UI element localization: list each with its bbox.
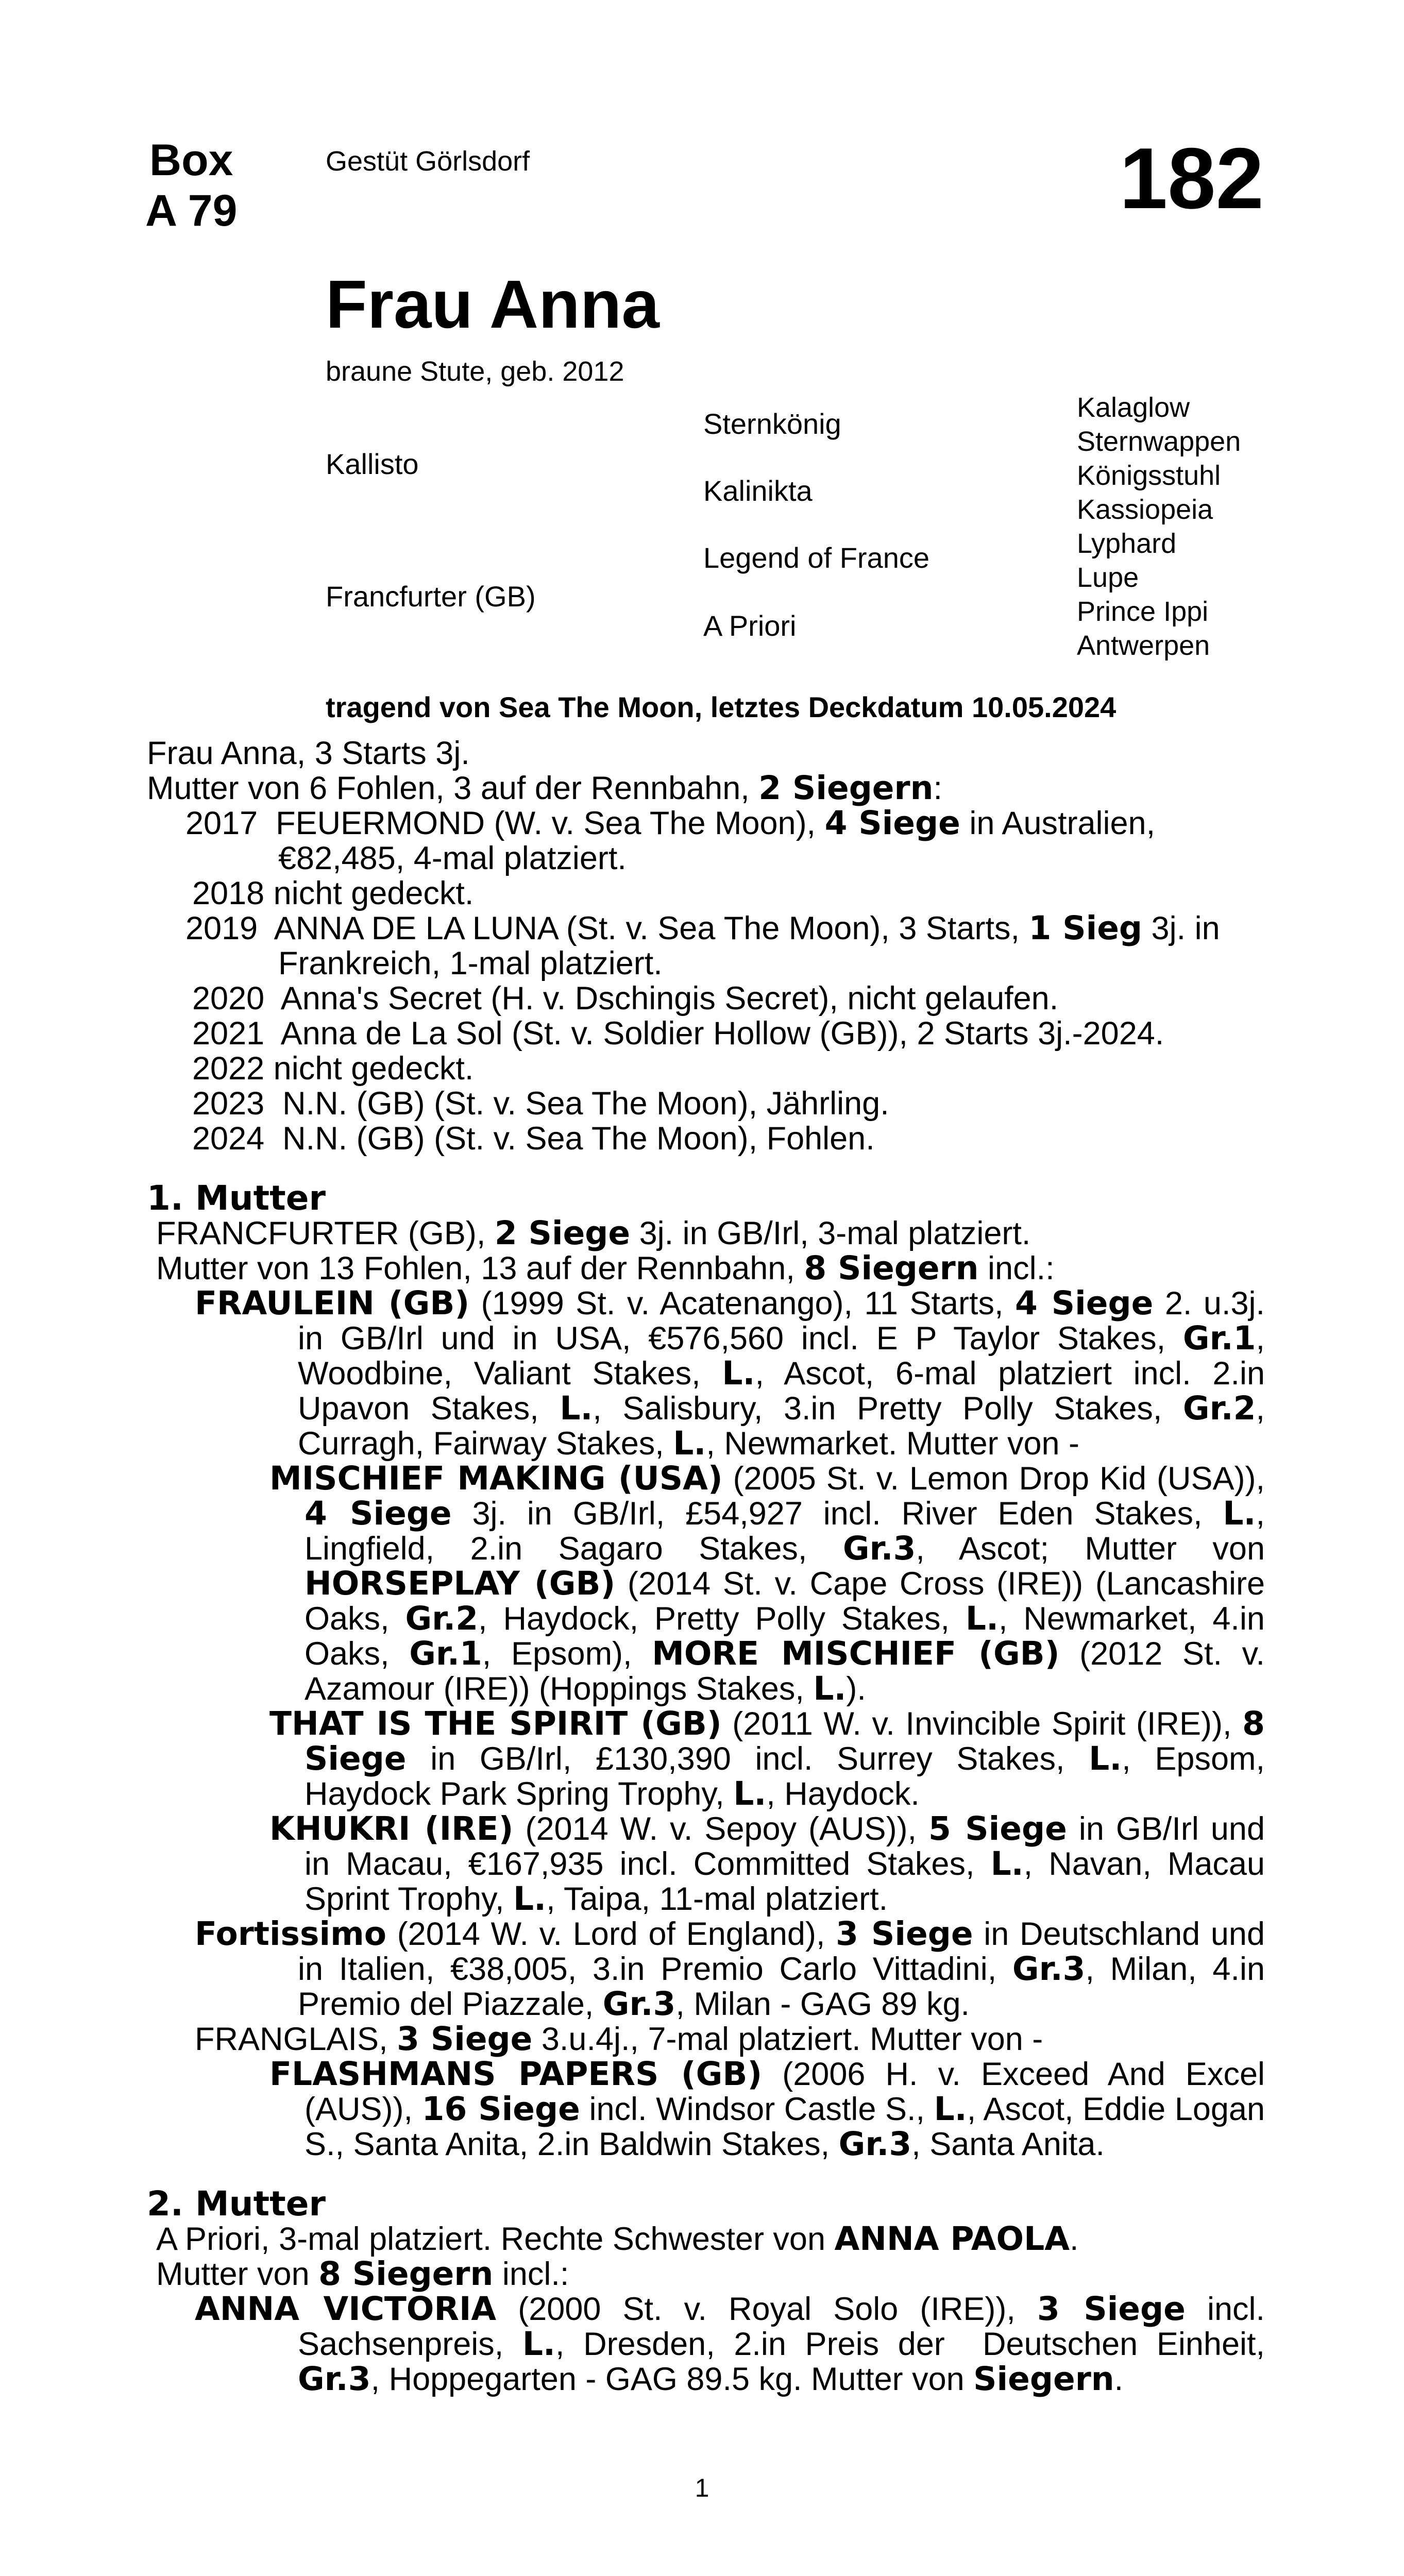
- catalogue-text: [147, 736, 1265, 2397]
- produce-2021: 2021 Anna de La Sol (St. v. Soldier Hollow (GB)), 2 Starts 3j.-2024.: [192, 1015, 1164, 1052]
- produce-that-is-the-spirit: THAT IS THE SPIRIT (GB) (2011 W. v. Invincible Spirit (IRE)), 8 Siege in GB/Irl, £130,390 incl. Surrey Stakes, L., Epsom, Haydock Park Spring Trophy, L., Haydock.: [269, 1705, 1265, 1812]
- stud-name: Gestüt Görlsdorf: [326, 146, 530, 177]
- pedigree-g4-1: Kalaglow: [1077, 392, 1190, 423]
- pedigree-g4-6: Lupe: [1077, 562, 1139, 593]
- pedigree-dam-sire: Legend of France: [703, 541, 929, 574]
- produce-2022: 2022 nicht gedeckt.: [192, 1050, 474, 1087]
- pedigree-sire-sire: Sternkönig: [703, 408, 841, 440]
- pedigree-g4-2: Sternwappen: [1077, 426, 1241, 457]
- box-label: [145, 135, 237, 236]
- produce-mischief-making: MISCHIEF MAKING (USA) (2005 St. v. Lemon Drop Kid (USA)), 4 Siege 3j. in GB/Irl, £54,927 incl. River Eden Stakes, L., Lingfield, 2.in Sagaro Stakes, Gr.3, Ascot; Mutter von HORSEPLAY (GB) (2014 St. v. Cape Cross (IRE)) (Lancashire Oaks, Gr.2, Haydock, Pretty Polly Stakes, L., Newmarket, 4.in Oaks, Gr.1, Epsom), MORE MISCHIEF (GB) (2012 St. v. Azamour (IRE)) (Hoppings Stakes, L.).: [269, 1460, 1265, 1707]
- box-number: A 79: [145, 186, 238, 235]
- page-number: 1: [695, 2473, 709, 2502]
- pregnancy-status: tragend von Sea The Moon, letztes Deckdatum 10.05.2024: [326, 691, 1117, 723]
- first-dam-record: FRANCFURTER (GB), 2 Siege 3j. in GB/Irl, 3-mal platziert.: [156, 1214, 1031, 1252]
- pedigree-g4-5: Lyphard: [1077, 528, 1177, 559]
- pedigree-sire-dam: Kalinikta: [703, 474, 813, 507]
- horse-description: braune Stute, geb. 2012: [326, 356, 624, 387]
- pedigree-g4-3: Königsstuhl: [1077, 460, 1221, 491]
- pedigree-g4-8: Antwerpen: [1077, 630, 1210, 661]
- pedigree-dam-dam: A Priori: [703, 609, 797, 642]
- produce-2018: 2018 nicht gedeckt.: [192, 875, 474, 911]
- pedigree-sire: Kallisto: [326, 448, 419, 480]
- produce-2024: 2024 N.N. (GB) (St. v. Sea The Moon), Fohlen.: [192, 1121, 875, 1157]
- produce-2023: 2023 N.N. (GB) (St. v. Sea The Moon), Jährling.: [192, 1086, 889, 1122]
- second-dam-produce: Mutter von 8 Siegern incl.:: [156, 2255, 569, 2293]
- race-record: Frau Anna, 3 Starts 3j.: [147, 735, 470, 771]
- first-dam-produce: Mutter von 13 Fohlen, 13 auf der Rennbahn, 8 Siegern incl.:: [156, 1249, 1055, 1287]
- horse-name: Frau Anna: [326, 266, 659, 342]
- pedigree-dam: Francfurter (GB): [326, 580, 536, 613]
- pedigree-g4-7: Prince Ippi: [1077, 596, 1209, 627]
- pedigree-g4-4: Kassiopeia: [1077, 494, 1213, 525]
- second-dam-record: A Priori, 3-mal platziert. Rechte Schwester von ANNA PAOLA.: [156, 2220, 1079, 2258]
- produce-2017: 2017 FEUERMOND (W. v. Sea The Moon), 4 Siege in Australien, €82,485, 4-mal platziert.: [185, 804, 1156, 876]
- produce-flashmans-papers: FLASHMANS PAPERS (GB) (2006 H. v. Exceed And Excel (AUS)), 16 Siege incl. Windsor Castle S., L., Ascot, Eddie Logan S., Santa Anita, 2.in Baldwin Stakes, Gr.3, Santa Anita.: [269, 2055, 1265, 2163]
- section-second-dam: 2. Mutter: [147, 2184, 326, 2224]
- pedigree-g4-list: [1077, 391, 1241, 663]
- produce-2020: 2020 Anna's Secret (H. v. Dschingis Secret), nicht gelaufen.: [192, 980, 1059, 1016]
- produce-anna-victoria: ANNA VICTORIA (2000 St. v. Royal Solo (IRE)), 3 Siege incl. Sachsenpreis, L., Dresden, 2.in Preis der Deutschen Einheit, Gr.3, Hoppegarten - GAG 89.5 kg. Mutter von Siegern.: [195, 2290, 1265, 2398]
- produce-intro: Mutter von 6 Fohlen, 3 auf der Rennbahn, 2 Siegern:: [147, 769, 942, 807]
- produce-fortissimo: Fortissimo (2014 W. v. Lord of England), 3 Siege in Deutschland und in Italien, €38,005, 3.in Premio Carlo Vittadini, Gr.3, Milan, 4.in Premio del Piazzale, Gr.3, Milan - GAG 89 kg.: [195, 1915, 1265, 2023]
- produce-2019: 2019 ANNA DE LA LUNA (St. v. Sea The Moon), 3 Starts, 1 Sieg 3j. in Frankreich, 1-mal platziert.: [185, 909, 1220, 981]
- section-first-dam: 1. Mutter: [147, 1178, 326, 1218]
- produce-franglais: FRANGLAIS, 3 Siege 3.u.4j., 7-mal platziert. Mutter von -: [195, 2020, 1043, 2058]
- lot-number: 182: [1119, 130, 1264, 227]
- box-title: Box: [149, 135, 233, 185]
- produce-khukri: KHUKRI (IRE) (2014 W. v. Sepoy (AUS)), 5 Siege in GB/Irl und in Macau, €167,935 incl. Committed Stakes, L., Navan, Macau Sprint Trophy, L., Taipa, 11-mal platziert.: [269, 1810, 1265, 1918]
- produce-fraulein: FRAULEIN (GB) (1999 St. v. Acatenango), 11 Starts, 4 Siege 2. u.3j. in GB/Irl und in USA, €576,560 incl. E P Taylor Stakes, Gr.1, Woodbine, Valiant Stakes, L., Ascot, 6-mal platziert incl. 2.in Upavon Stakes, L., Salisbury, 3.in Pretty Polly Stakes, Gr.2, Curragh, Fairway Stakes, L., Newmarket. Mutter von -: [195, 1284, 1265, 1462]
